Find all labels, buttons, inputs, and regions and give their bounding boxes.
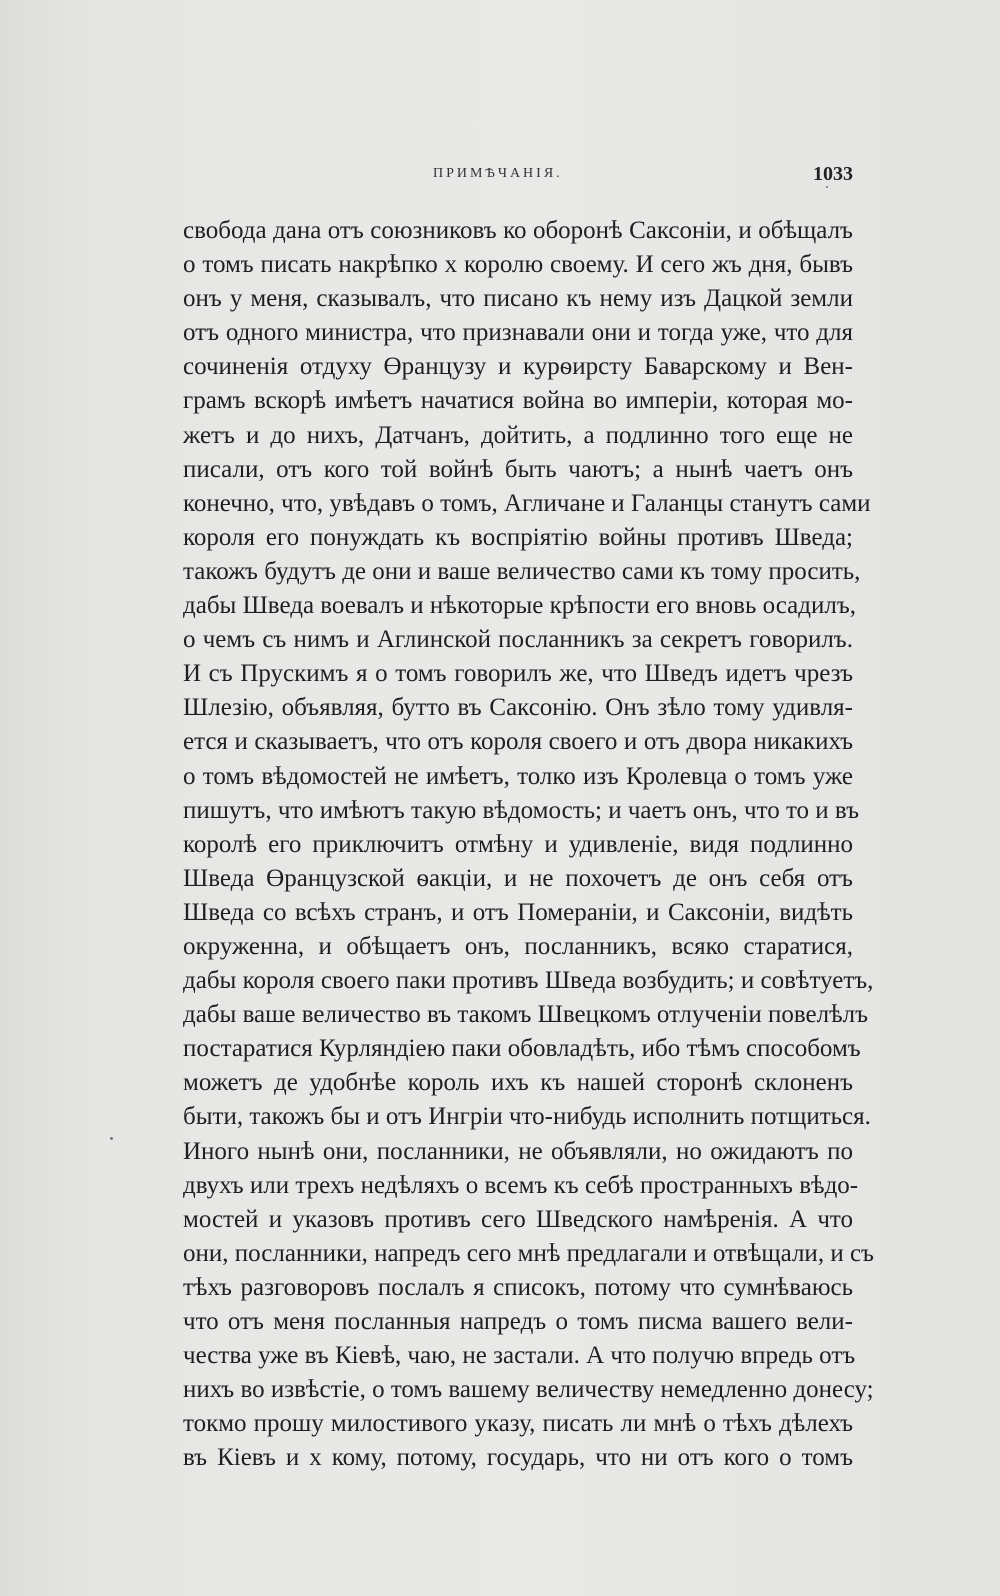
text-line: Иного нынѣ они, посланники, не объявляли, но ожидаютъ по <box>183 1137 853 1165</box>
text-line: ется и сказываетъ, что отъ короля своего и отъ двора никакихъ <box>183 728 853 756</box>
text-line: пишутъ, что имѣютъ такую вѣдомость; и чаетъ онъ, что то и въ <box>183 796 860 824</box>
text-line: свобода дана отъ союзниковъ ко оборонѣ Саксоніи, и обѣщалъ <box>183 217 853 244</box>
text-line: чества уже въ Кіевѣ, чаю, не застали. А что получю впредь отъ <box>183 1342 856 1370</box>
paper-speck <box>826 186 828 188</box>
text-line: отъ одного министра, что признавали они и тогда уже, что для <box>183 319 853 347</box>
text-line: дабы Шведа воевалъ и нѣкоторые крѣпости его вновь осадилъ, <box>183 592 856 620</box>
body-text <box>183 214 874 1475</box>
text-line: они, посланники, напредъ сего мнѣ предлагали и отвѣщали, и съ <box>183 1239 874 1267</box>
text-line: мостей и указовъ противъ сего Шведского намѣренія. А что <box>183 1205 853 1233</box>
page-number: 1033 <box>813 163 853 185</box>
text-line: о чемъ съ нимъ и Аглинской посланникъ за секретъ говорилъ. <box>183 626 853 654</box>
text-line: токмо прошу милостивого указу, писать ли мнѣ о тѣхъ дѣлехъ <box>183 1410 853 1438</box>
text-line: о томъ писать накрѣпко х королю своему. И сего жъ дня, бывъ <box>183 251 853 279</box>
text-line: сочиненія отдуху Өранцузу и курѳирсту Баварскому и Вен- <box>183 353 853 381</box>
text-line: И съ Прускимъ я о томъ говорилъ же, что Шведъ идетъ чрезъ <box>183 660 853 688</box>
text-line: дабы короля своего паки противъ Шведа возбудить; и совѣтуетъ, <box>183 967 874 995</box>
text-line: такожъ будутъ де они и ваше величество сами къ тому просить, <box>183 557 861 585</box>
running-header <box>183 163 853 187</box>
text-line: Шведа Өранцузской ѳакціи, и не похочетъ де онъ себя отъ <box>183 864 853 892</box>
text-line: постаратися Курляндіею паки обовладѣть, ибо тѣмъ способомъ <box>183 1035 861 1063</box>
text-line: конечно, что, увѣдавъ о томъ, Агличане и Галанцы станутъ сами <box>183 489 871 517</box>
text-line: нихъ во извѣстіе, о томъ вашему величеству немедленно донесу; <box>183 1376 874 1404</box>
text-line: о томъ вѣдомостей не имѣетъ, толко изъ Кролевца о томъ уже <box>183 762 853 790</box>
text-line: быти, такожъ бы и отъ Ингріи что-нибудь исполнить потщиться. <box>183 1103 871 1131</box>
running-title: ПРИМѢЧАНІЯ. <box>433 166 563 181</box>
text-line: что отъ меня посланныя напредъ о томъ писма вашего вели- <box>183 1308 853 1335</box>
text-line: королѣ его приключитъ отмѣну и удивленіе, видя подлинно <box>183 830 853 858</box>
text-line: окруженна, и обѣщаетъ онъ, посланникъ, всяко старатися, <box>183 932 853 960</box>
text-line: тѣхъ разговоровъ послалъ я списокъ, потому что сумнѣваюсь <box>183 1273 853 1301</box>
paper-speck <box>110 1137 113 1140</box>
text-line: Шлезію, объявляя, бутто въ Саксонію. Онъ зѣло тому удивля- <box>183 694 853 722</box>
text-line: двухъ или трехъ недѣляхъ о всемъ къ себѣ пространныхъ вѣдо- <box>183 1171 859 1199</box>
text-line: въ Кіевъ и х кому, потому, государь, что ни отъ кого о томъ <box>183 1444 853 1472</box>
text-line: дабы ваше величество въ такомъ Швецкомъ отлученіи повелѣлъ <box>183 1001 869 1029</box>
text-line: грамъ вскорѣ имѣетъ начатися война во имперіи, которая мо- <box>183 387 853 415</box>
text-line: онъ у меня, сказывалъ, что писано къ нему изъ Дацкой земли <box>183 285 853 313</box>
text-line: короля его понуждать къ воспріятію войны противъ Шведа; <box>183 523 853 551</box>
text-line: жетъ и до нихъ, Датчанъ, дойтить, а подлинно того еще не <box>183 421 853 449</box>
text-line: Шведа со всѣхъ странъ, и отъ Помераніи, и Саксоніи, видѣть <box>183 898 853 926</box>
text-line: можетъ де удобнѣе король ихъ къ нашей сторонѣ склоненъ <box>183 1069 853 1097</box>
text-line: писали, отъ кого той войнѣ быть чаютъ; а нынѣ чаетъ онъ <box>183 455 853 483</box>
